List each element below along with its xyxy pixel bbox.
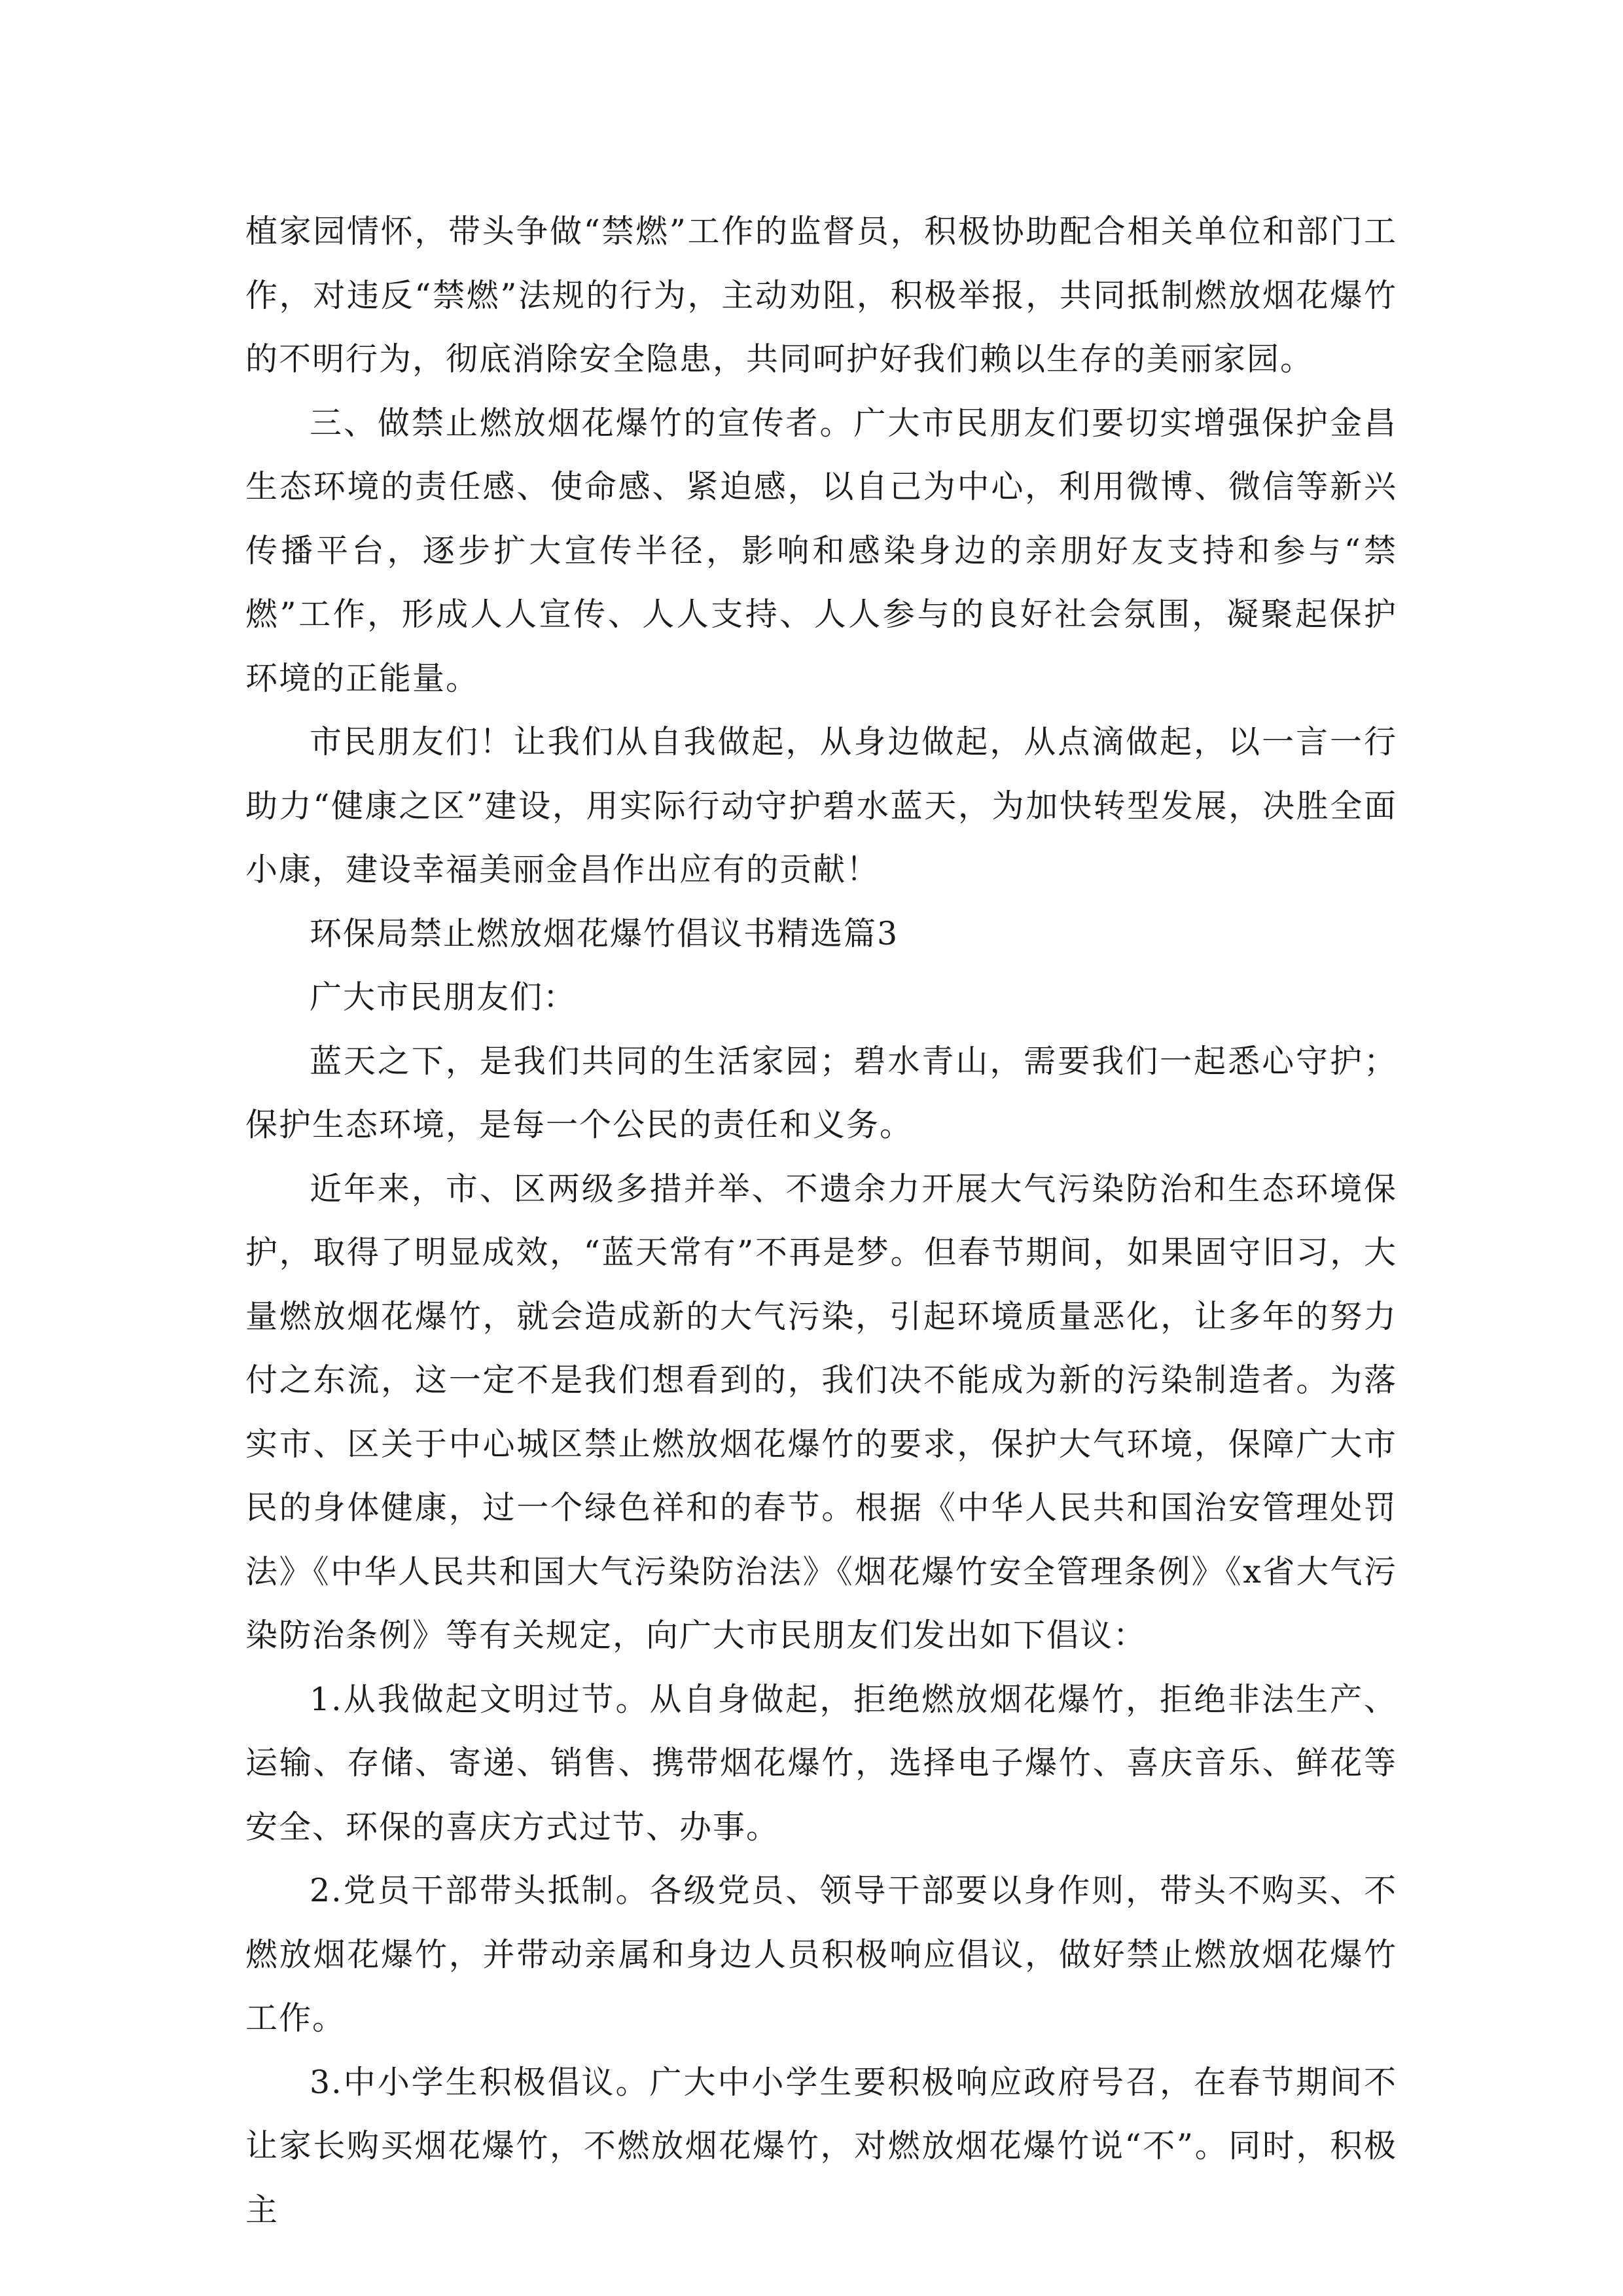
section-heading: 环保局禁止燃放烟花爆竹倡议书精选篇3 [310,914,899,952]
list-item-3: 3.中小学生积极倡议。广大中小学生要积极响应政府号召，在春节期间不让家长购买烟花爆竹，不燃放烟花爆竹，对燃放烟花爆竹说“不”。同时，积极主 [245,2063,1397,2229]
document-body [245,200,1397,2242]
paragraph-6: 蓝天之下，是我们共同的生活家园；碧水青山，需要我们一起悉心守护；保护生态环境，是每一个公民的责任和义务。 [245,1042,1397,1143]
list-item-2: 2.党员干部带头抵制。各级党员、领导干部要以身作则，带头不购买、不燃放烟花爆竹，并带动亲属和身边人员积极响应倡议，做好禁止燃放烟花爆竹工作。 [245,1872,1397,2037]
list-item-1: 1.从我做起文明过节。从自身做起，拒绝燃放烟花爆竹，拒绝非法生产、运输、存储、寄递、销售、携带烟花爆竹，选择电子爆竹、喜庆音乐、鲜花等安全、环保的喜庆方式过节、办事。 [245,1680,1397,1846]
paragraph-7: 近年来，市、区两级多措并举、不遗余力开展大气污染防治和生态环境保护，取得了明显成效，“蓝天常有”不再是梦。但春节期间，如果固守旧习，大量燃放烟花爆竹，就会造成新的大气污染，引起环境质量恶化，让多年的努力付之东流，这一定不是我们想看到的，我们决不能成为新的污染制造者。为落实市、区关于中心城区禁止燃放烟花爆竹的要求，保护大气环境，保障广大市民的身体健康，过一个绿色祥和的春节。根据《中华人民共和国治安管理处罚法》《中华人民共和国大气污染防治法》《烟花爆竹安全管理条例》《x省大气污染防治条例》等有关规定，向广大市民朋友们发出如下倡议： [245,1170,1397,1654]
paragraph-1: 植家园情怀，带头争做“禁燃”工作的监督员，积极协助配合相关单位和部门工作，对违反“禁燃”法规的行为，主动劝阻，积极举报，共同抵制燃放烟花爆竹的不明行为，彻底消除安全隐患，共同呵护好我们赖以生存的美丽家园。 [245,213,1397,378]
paragraph-3: 市民朋友们！让我们从自我做起，从身边做起，从点滴做起，以一言一行助力“健康之区”建设，用实际行动守护碧水蓝天，为加快转型发展，决胜全面小康，建设幸福美丽金昌作出应有的贡献！ [245,723,1397,888]
paragraph-2: 三、做禁止燃放烟花爆竹的宣传者。广大市民朋友们要切实增强保护金昌生态环境的责任感、使命感、紧迫感，以自己为中心，利用微博、微信等新兴传播平台，逐步扩大宣传半径，影响和感染身边的亲朋好友支持和参与“禁燃”工作，形成人人宣传、人人支持、人人参与的良好社会氛围，凝聚起保护环境的正能量。 [245,404,1397,697]
salutation: 广大市民朋友们： [310,978,577,1016]
